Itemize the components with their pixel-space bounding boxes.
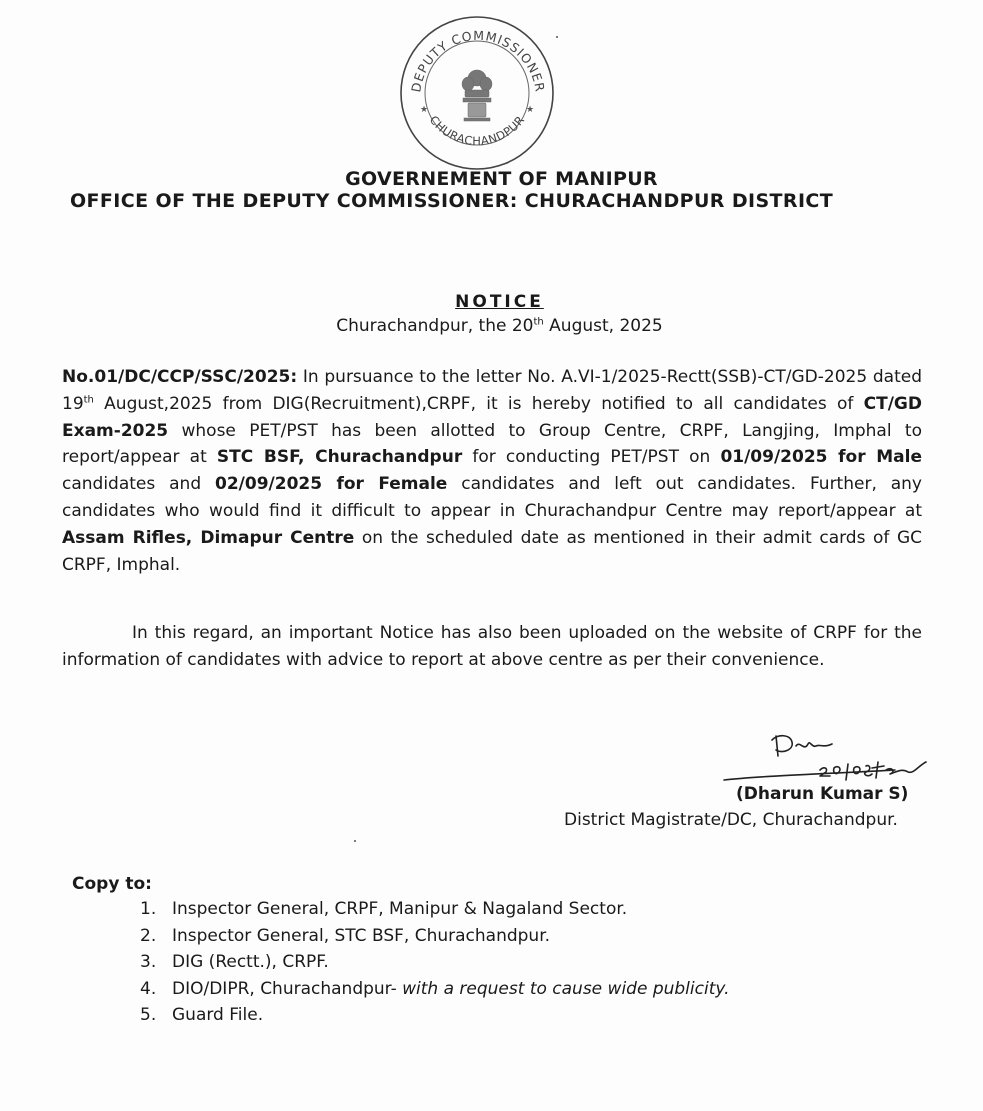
notice-date: Churachandpur, the 20th August, 2025 xyxy=(336,316,663,336)
svg-text:CHURACHANDPUR: CHURACHANDPUR xyxy=(426,112,528,148)
notice-body-paragraph-2: In this regard, an important Notice has also been uploaded on the website of CRPF for the information of candidates with advice to report at above centre as per their convenience. xyxy=(62,623,922,670)
list-item: 3. DIG (Rectt.), CRPF. xyxy=(140,952,329,972)
svg-text:★: ★ xyxy=(420,105,429,115)
exam-centre: STC BSF, Churachandpur xyxy=(216,447,463,468)
exam-name: CT/GD Exam-2025 xyxy=(62,393,922,441)
handwritten-signature xyxy=(720,726,935,792)
list-item: 1. Inspector General, CRPF, Manipur & Nagaland Sector. xyxy=(140,899,628,919)
official-seal xyxy=(398,14,556,172)
list-item: 2. Inspector General, STC BSF, Churachandpur. xyxy=(140,925,551,946)
signatory-designation: District Magistrate/DC, Churachandpur. xyxy=(564,810,898,830)
scan-speck xyxy=(556,36,558,38)
copy-to-list xyxy=(140,896,900,1029)
reference-number: No.01/DC/CCP/SSC/2025: xyxy=(62,367,298,387)
notice-title: NOTICE xyxy=(455,292,544,312)
svg-text:DEPUTY COMMISSIONER: DEPUTY COMMISSIONER xyxy=(408,27,548,94)
header-office: OFFICE OF THE DEPUTY COMMISSIONER: CHURACHANDPUR DISTRICT xyxy=(70,190,834,212)
alternate-centre: Assam Rifles, Dimapur Centre xyxy=(62,527,355,548)
male-date: 01/09/2025 for Male xyxy=(720,447,923,468)
signatory-name: (Dharun Kumar S) xyxy=(736,784,909,804)
list-item: 4. DIO/DIPR, Churachandpur- with a request to cause wide publicity. xyxy=(140,978,730,999)
list-item: 5. Guard File. xyxy=(140,1005,264,1025)
svg-text:★: ★ xyxy=(526,105,535,115)
notice-body-paragraph-1: No.01/DC/CCP/SSC/2025: In pursuance to the letter No. A.VI-1/2025-Rectt(SSB)-CT/GD-2025 dated 19th August,2025 from DIG(Recruitment),CRPF, it is hereby notified to all candidates of CT/GD Exam-2025 whose PET/PST has been allotted to Group Centre, CRPF, Langjing, Imphal to report/appear at STC BSF, Churachandpur for conducting PET/PST on 01/09/2025 for Male candidates and 02/09/2025 for Female candidates and left out candidates. Further, any candidates who would find it difficult to appear in Churachandpur Centre may report/appear at Assam Rifles, Dimapur Centre on the scheduled date as mentioned in their admit cards of GC CRPF, Imphal. xyxy=(62,367,923,575)
female-date: 02/09/2025 for Female xyxy=(215,474,448,495)
header-government: GOVERNEMENT OF MANIPUR xyxy=(345,168,658,190)
copy-to-label: Copy to: xyxy=(72,874,152,894)
scan-speck xyxy=(354,840,356,842)
